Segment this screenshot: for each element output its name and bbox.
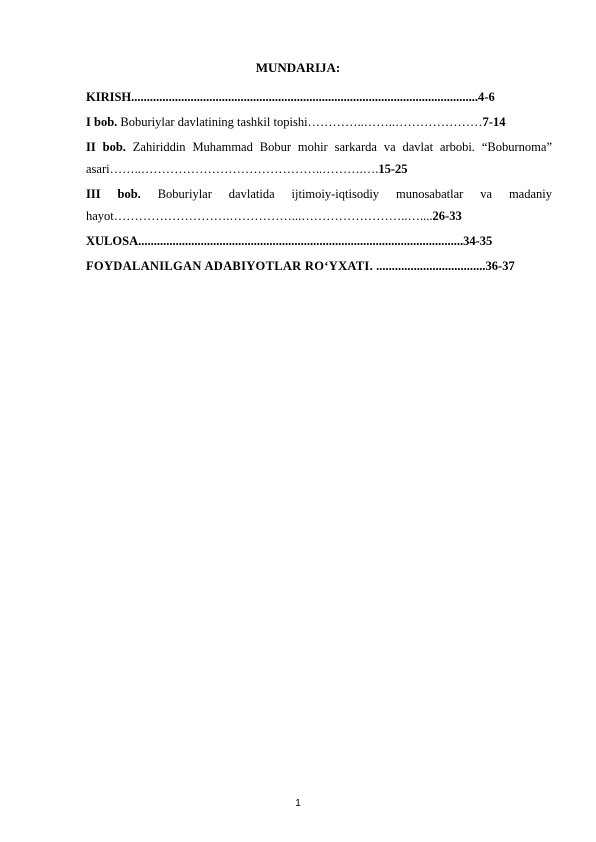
toc-title: MUNDARIJA:: [255, 60, 341, 75]
entry-leader: ……………………….……………...……………………..…....: [113, 209, 433, 223]
toc-entry-chapter-1: [86, 111, 552, 133]
entry-pages: 26-33: [432, 209, 462, 223]
entry-pages: 34-35: [463, 234, 493, 248]
entry-text: Boburiylar davlatida ijtimoiy-iqtisodiy munosabatlar va madaniy hayot: [86, 187, 552, 223]
entry-label: XULOSA: [86, 234, 139, 248]
toc-entry-xulosa: [86, 230, 552, 252]
entry-leader: ……..……………………………………..……….….: [109, 162, 379, 176]
entry-leader: …………..……..…………………: [307, 115, 483, 129]
entry-pages: 36-37: [485, 259, 515, 273]
entry-prefix: III bob.: [86, 187, 141, 201]
toc-entry-chapter-2: [86, 136, 552, 180]
entry-leader: ...............................................................................................................: [131, 90, 479, 104]
entry-pages: 7-14: [482, 115, 506, 129]
entry-pages: 4-6: [478, 90, 495, 104]
entry-prefix: II bob.: [86, 140, 126, 154]
toc-entry-kirish: [86, 86, 552, 108]
toc-entry-references: [86, 255, 552, 277]
entry-text: Boburiylar davlatining tashkil topishi: [117, 115, 308, 129]
entry-label: FOYDALANILGAN ADABIYOTLAR RO‘YXATI.: [86, 259, 374, 273]
entry-label: KIRISH: [86, 90, 132, 104]
page-number: 1: [295, 798, 301, 809]
entry-pages: 15-25: [378, 162, 408, 176]
entry-leader: ........................................................................................................: [138, 234, 464, 248]
table-of-contents: [86, 86, 552, 280]
entry-prefix: I bob.: [86, 115, 118, 129]
toc-entry-chapter-3: [86, 183, 552, 227]
entry-leader: ...................................: [373, 259, 486, 273]
entry-text: Zahiriddin Muhammad Bobur mohir sarkarda va davlat arbobi. “Boburnoma” asari: [86, 140, 552, 176]
